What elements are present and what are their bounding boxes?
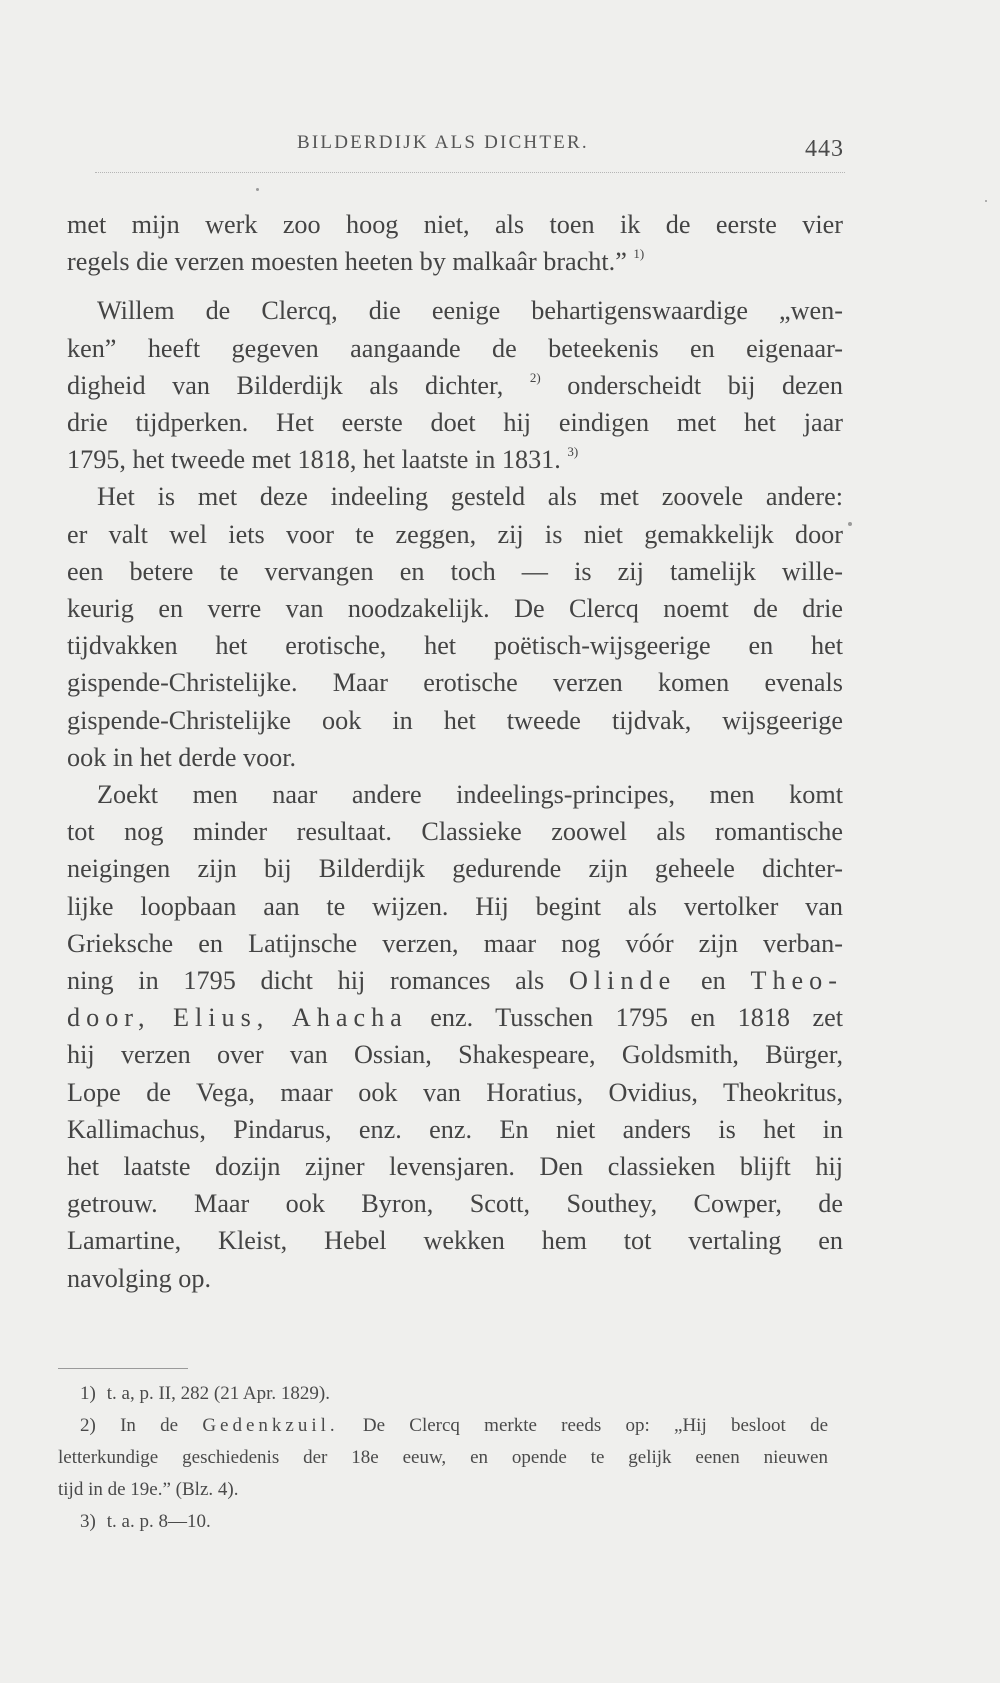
footnote-1 [58,1378,828,1410]
page-header [72,128,844,168]
header-rule [95,172,845,173]
running-title: BILDERDIJK ALS DICHTER. [297,132,589,153]
paper-speck [985,200,987,202]
footnote-2 [58,1410,828,1506]
text-line: het laatste dozijn zijner levensjaren. Den classieken blijft hij [67,1152,843,1182]
text-line: lijke loopbaan aan te wijzen. Hij begint als vertolker van [67,891,843,921]
paragraph-4 [67,776,843,1297]
footnote-text: De Clercq merkte reeds op: „Hij besloot de [338,1415,829,1436]
footnote-number: 1) [80,1383,96,1404]
page-number: 443 [805,136,844,162]
work-title-theodoor-part2: door, [67,1003,151,1033]
text-line: tijdvakken het erotische, het poëtisch-wijsgeerige en het [67,631,843,661]
footnote-ref: 3) [567,444,579,460]
text-line-content: 1795, het tweede met 1818, het laatste in 1831. [67,445,561,475]
text-line: met mijn werk zoo hoog niet, als toen ik de eerste vier [67,210,843,239]
text-line: een betere te vervangen en toch — is zij tamelijk wille- [67,556,843,586]
footnote-text: t. a, p. II, 282 (21 Apr. 1829). [106,1383,330,1404]
text-line: tot nog minder resultaat. Classieke zoowel als romantische [67,817,843,847]
text-line-content: onderscheidt bij dezen [540,370,844,400]
text-line: Het is met deze indeeling gesteld als met zoovele andere: [97,482,843,512]
text-line-content: regels die verzen moesten heeten by malkaâr bracht.” [67,247,627,277]
footnote-ref: 1) [633,246,645,262]
text-line: hij verzen over van Ossian, Shakespeare, Goldsmith, Bürger, [67,1040,843,1070]
paragraph-3 [67,478,843,776]
body-text [67,206,843,1297]
work-title-olinde: Olinde [568,966,677,996]
text-line: gispende-Christelijke ook in het tweede tijdvak, wijsgeerige [67,705,843,735]
text-line [67,441,843,478]
text-line [67,367,843,404]
footnote-work-title: Gedenkzuil. [202,1415,339,1436]
work-title-theodoor-part1: Theo- [750,966,843,996]
text-line: keurig en verre van noodzakelijk. De Clercq noemt de drie [67,594,843,624]
footnote-line: tijd in de 19e.” (Blz. 4). [58,1479,239,1500]
footnote-number: 2) [80,1415,96,1436]
text-line: gispende-Christelijke. Maar erotische verzen komen evenals [67,668,843,698]
footnote-number: 3) [80,1511,96,1532]
text-line: getrouw. Maar ook Byron, Scott, Southey, Cowper, de [67,1189,843,1219]
text-line: ken” heeft gegeven aangaande de beteekenis en eigenaar- [67,333,843,363]
footnote-rule [58,1368,188,1369]
footnotes [58,1378,828,1538]
footnote-text: In de [120,1415,203,1436]
text-line [67,999,843,1036]
footnote-text: t. a. p. 8—10. [106,1511,211,1532]
text-line-content: ning in 1795 dicht hij romances als [67,966,545,996]
text-line: Willem de Clercq, die eenige behartigenswaardige „wen- [97,296,843,326]
footnote-line: letterkundige geschiedenis der 18e eeuw, en opende te gelijk eenen nieuwen [58,1447,828,1468]
text-line [67,962,843,999]
text-line: neigingen zijn bij Bilderdijk gedurende zijn geheele dichter- [67,854,843,884]
text-line-content: digheid van Bilderdijk als dichter, [67,370,504,400]
text-line: Lamartine, Kleist, Hebel wekken hem tot vertaling en [67,1226,843,1256]
text-line: er valt wel iets voor te zeggen, zij is niet gemakkelijk door [67,519,843,549]
text-line: Grieksche en Latijnsche verzen, maar nog vóór zijn verban- [67,928,843,958]
text-line-content: en [676,966,751,996]
text-line: navolging op. [67,1263,212,1293]
text-line-content: enz. Tusschen 1795 en 1818 zet [407,1003,844,1033]
paragraph-1 [67,206,843,280]
text-line: ook in het derde voor. [67,742,297,772]
text-line: Lope de Vega, maar ook van Horatius, Ovidius, Theokritus, [67,1077,843,1107]
paragraph-2 [67,292,843,478]
text-line: Kallimachus, Pindarus, enz. enz. En niet anders is het in [67,1114,843,1144]
paper-speck [256,188,259,191]
footnote-3 [58,1506,828,1538]
work-title-ahacha: Ahacha [291,1003,408,1033]
work-title-elius: Elius, [172,1003,270,1033]
footnote-ref: 2) [529,369,541,385]
text-line: Zoekt men naar andere indeelings-principes, men komt [97,780,843,810]
text-line: drie tijdperken. Het eerste doet hij eindigen met het jaar [67,408,843,438]
footnote-line [58,1410,828,1442]
paper-speck [848,522,852,526]
text-line [67,243,843,280]
